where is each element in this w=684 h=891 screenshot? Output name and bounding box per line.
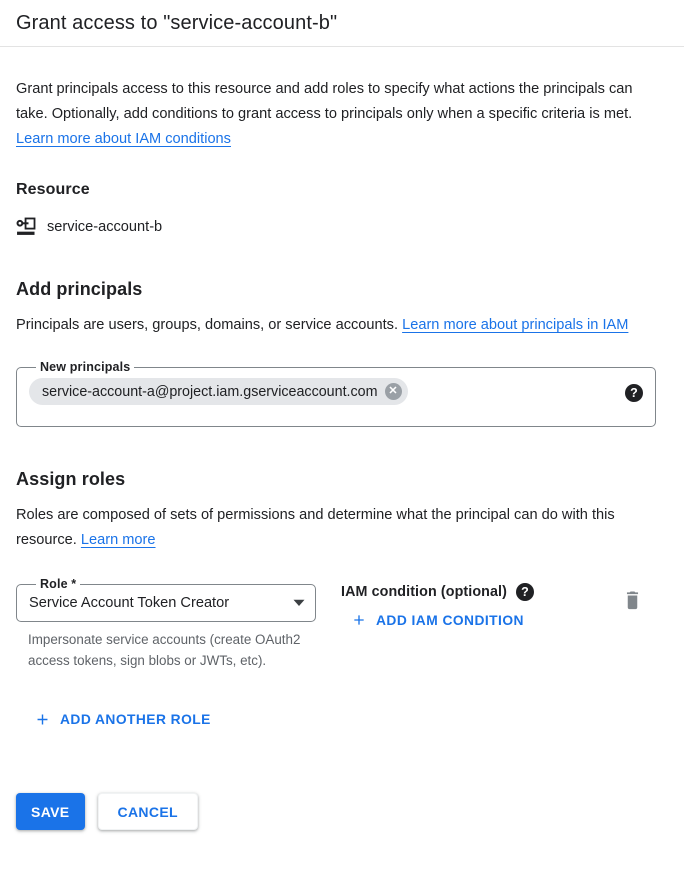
role-binding-row (16, 577, 656, 671)
roles-desc-span: Roles are composed of sets of permissions and determine what the principal can do with this resource. (16, 507, 615, 548)
iam-conditions-learn-more-link[interactable]: Learn more about IAM conditions (16, 131, 231, 147)
principals-description (16, 313, 656, 338)
service-account-icon (16, 216, 37, 237)
arrow-drop-down-icon (293, 599, 305, 607)
role-column (16, 577, 316, 671)
dialog-actions (16, 793, 656, 830)
assign-roles-heading: Assign roles (16, 469, 126, 489)
resource-name: service-account-b (47, 218, 163, 235)
delete-role-column (623, 577, 642, 671)
plus-icon (351, 612, 367, 628)
iam-condition-label: IAM condition (optional) (341, 584, 507, 600)
principal-chip[interactable] (29, 378, 408, 405)
cancel-button[interactable]: CANCEL (98, 793, 198, 830)
add-principals-heading: Add principals (16, 279, 143, 299)
intro-text (16, 77, 656, 152)
condition-help-icon[interactable]: ? (516, 583, 534, 601)
trash-icon (623, 589, 642, 610)
principals-desc-span: Principals are users, groups, domains, or service accounts. (16, 317, 403, 333)
condition-column (316, 577, 623, 671)
principals-help-icon[interactable]: ? (625, 384, 643, 402)
dialog-header (0, 0, 684, 47)
intro-text-span: Grant principals access to this resource and add roles to specify what actions the principals can take. Optionally, add conditions to grant access to principals only when a specific criteria is met. (16, 81, 633, 122)
roles-description (16, 503, 656, 553)
principals-learn-more-link[interactable]: Learn more about principals in IAM (402, 317, 629, 333)
role-field-label: Role * (40, 577, 77, 591)
role-selected-value: Service Account Token Creator (29, 595, 230, 611)
add-iam-condition-button[interactable] (351, 612, 524, 628)
dialog-body (0, 77, 684, 830)
roles-learn-more-link[interactable]: Learn more (80, 532, 156, 548)
dialog-title: Grant access to "service-account-b" (16, 12, 338, 34)
delete-role-button[interactable] (623, 589, 642, 610)
add-another-role-label: ADD ANOTHER ROLE (60, 712, 211, 727)
role-select[interactable] (16, 577, 316, 622)
new-principals-field[interactable] (16, 360, 656, 427)
chip-remove-icon[interactable]: ✕ (385, 383, 402, 400)
resource-heading: Resource (16, 181, 90, 198)
resource-row (16, 216, 656, 237)
save-button[interactable]: SAVE (16, 793, 85, 830)
add-another-role-button[interactable] (34, 711, 211, 728)
plus-icon (34, 711, 51, 728)
new-principals-label: New principals (40, 360, 131, 374)
principal-chip-value: service-account-a@project.iam.gserviceaccount.com (42, 383, 378, 400)
role-description-text: Impersonate service accounts (create OAuth2 access tokens, sign blobs or JWTs, etc). (28, 632, 301, 668)
add-iam-condition-label: ADD IAM CONDITION (376, 612, 524, 628)
